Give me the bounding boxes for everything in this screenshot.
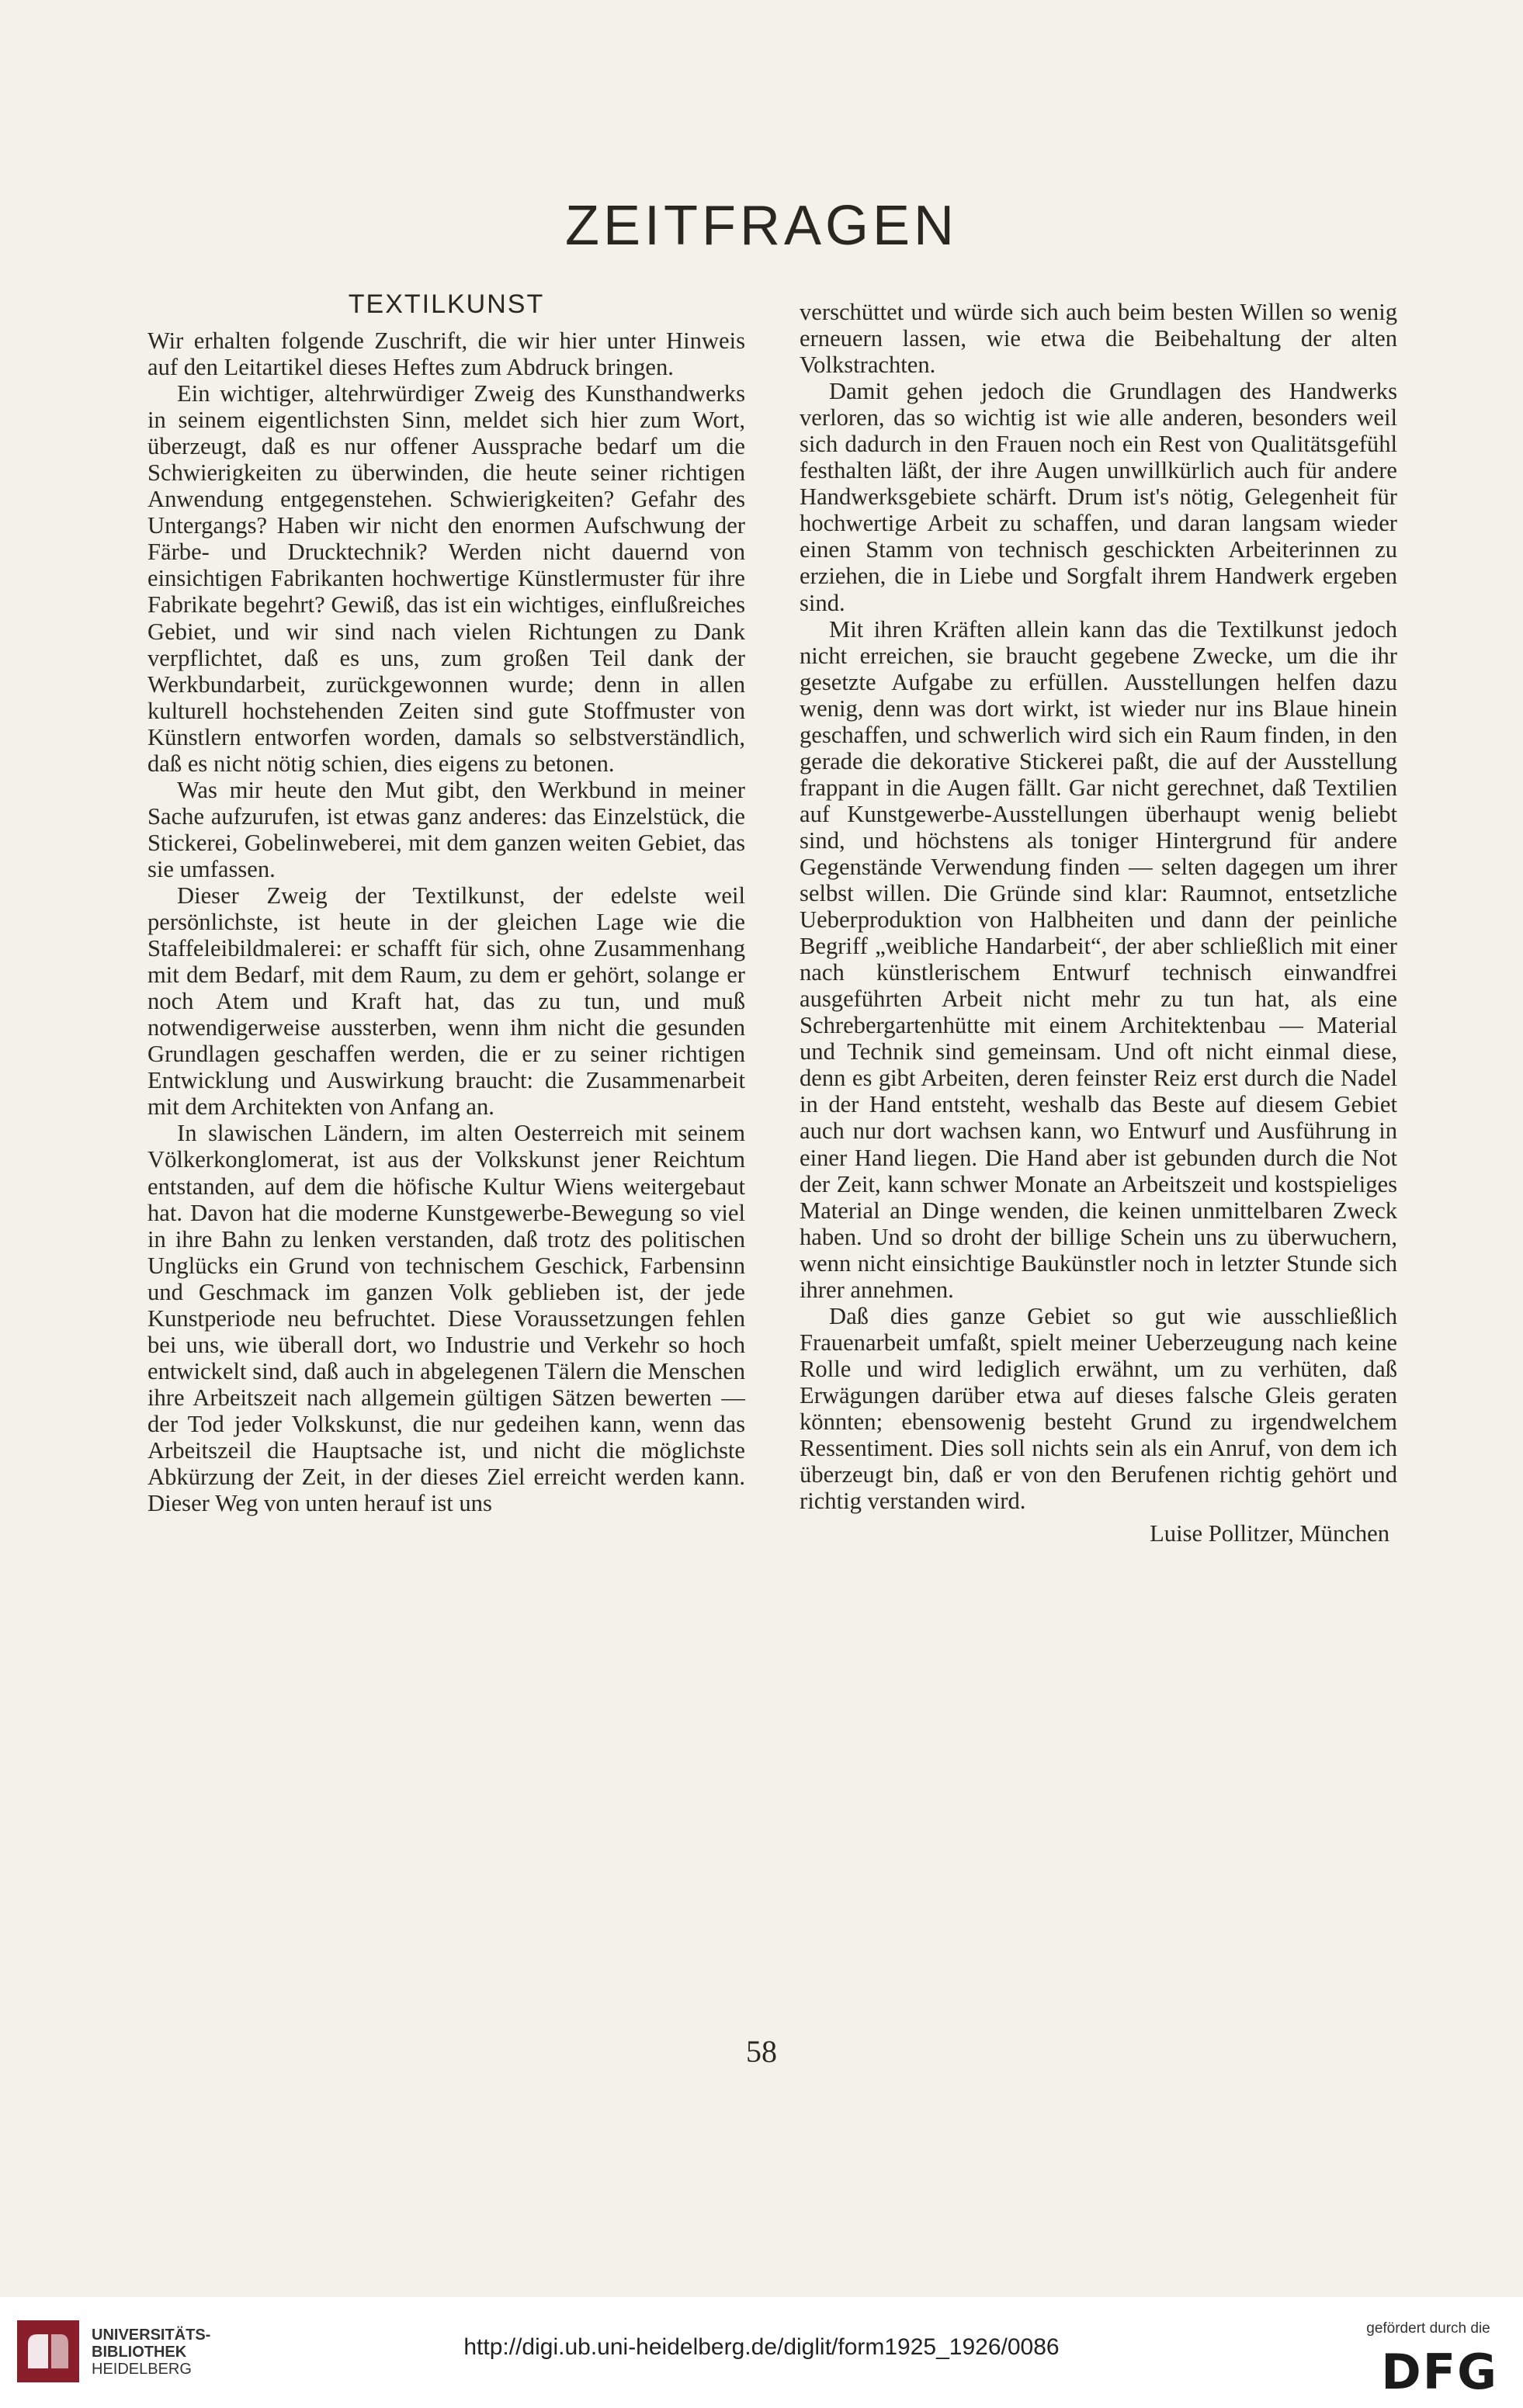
library-name-line: UNIVERSITÄTS- bbox=[92, 2327, 211, 2344]
article-column-left bbox=[147, 287, 745, 1516]
article-paragraph: Dieser Zweig der Textilkunst, der edelste weil persönlichste, ist heute in der gleichen Lage wie die Staffeleibildmalerei: er schafft für sich, ohne Zusammenhang mit dem Bedarf, mit dem Raum, zu dem er gehört, solange er noch Atem und Kraft hat, das zu tun, und muß notwendigerweise aussterben, wenn ihm nicht die gesunden Grundlagen geschaffen werden, die er zu seiner richtigen Entwicklung und Auswirkung braucht: die Zusammenarbeit mit dem Architekten von Anfang an. bbox=[147, 882, 745, 1121]
page-number: 58 bbox=[746, 2034, 777, 2069]
footer-bar bbox=[0, 2297, 1523, 2408]
article-paragraph: Wir erhalten folgende Zuschrift, die wir hier unter Hinweis auf den Leitartikel dieses Heftes zum Abdruck bringen. bbox=[147, 327, 745, 381]
article-paragraph: Was mir heute den Mut gibt, den Werkbund in meiner Sache aufzurufen, ist etwas ganz anderes: das Einzelstück, die Stickerei, Gobelinweberei, mit dem ganzen weiten Gebiet, das sie umfassen. bbox=[147, 776, 745, 882]
article-heading: TEXTILKUNST bbox=[348, 289, 545, 319]
article-paragraph: Damit gehen jedoch die Grundlagen des Handwerks verloren, das so wichtig ist wie alle anderen, besonders weil sich dadurch in den Frauen noch ein Rest von Qualitätsgefühl festhalten läßt, der ihre Augen unwillkürlich auch für andere Handwerksgebiete schärft. Drum ist's nötig, Gelegenheit für hochwertige Arbeit zu schaffen, und daran langsam wieder einen Stamm von technisch geschickten Arbeiterinnen zu erziehen, die in Liebe und Sorgfalt ihrem Handwerk ergeben sind. bbox=[800, 378, 1397, 616]
page-title: ZEITFRAGEN bbox=[564, 195, 958, 257]
library-name-line: HEIDELBERG bbox=[92, 2361, 192, 2378]
article-paragraph: Mit ihren Kräften allein kann das die Textilkunst jedoch nicht erreichen, sie braucht gegebene Zwecke, um die ihr gesetzte Aufgabe zu erfüllen. Ausstellungen helfen dazu wenig, denn was dort wirkt, ist wieder nur ins Blaue hinein geschaffen, und schwerlich wird sich ein Raum finden, in den gerade die dekorative Stickerei paßt, die auf der Ausstellung frappant in die Augen fällt. Gar nicht gerechnet, daß Textilien auf Kunstgewerbe-Ausstellungen überhaupt wenig beliebt sind, und höchstens als toniger Hintergrund für andere Gegenstände Verwendung finden — selten dagegen um ihrer selbst willen. Die Gründe sind klar: Raumnot, entsetzliche Ueberproduktion von Halbheiten und dann der peinliche Begriff „weibliche Handarbeit“, der aber schließlich mit einer nach künstlerischem Entwurf technisch einwandfrei ausgeführten Arbeit nicht mehr zu tun hat, als eine Schrebergartenhütte mit einem Architektenbau — Material und Technik sind gemeinsam. Und oft nicht einmal diese, denn es gibt Arbeiten, deren feinster Reiz erst durch die Nadel in der Hand entsteht, weshalb das Beste auf diesem Gebiet auch nur dort wachsen kann, wo Entwurf und Ausführung in einer Hand liegen. Die Hand aber ist gebunden durch die Not der Zeit, kann schwer Monate an Arbeitszeit und kostspieliges Material an Dinge wenden, die keinen unmittelbaren Zweck haben. Und so droht der billige Schein uns zu überwuchern, wenn nicht einsichtige Baukünstler noch in letzter Stunde sich ihrer annehmen. bbox=[800, 615, 1397, 1303]
article-paragraph: In slawischen Ländern, im alten Oesterreich mit seinem Völkerkonglomerat, ist aus der Volkskunst jener Reichtum entstanden, auf dem die höfische Kultur Wiens weitergebaut hat. Davon hat die moderne Kunstgewerbe-Bewegung so viel in ihre Bahn zu lenken verstanden, daß trotz des politischen Unglücks ein Grund von technischem Geschick, Farbensinn und Geschmack im ganzen Volk geblieben ist, der jede Kunstperiode neu befruchtet. Diese Voraussetzungen fehlen bei uns, wie überall dort, wo Industrie und Verkehr so hoch entwickelt sind, daß auch in abgelegenen Tälern die Menschen ihre Arbeitszeit nach allgemein gültigen Sätzen bewerten — der Tod jeder Volkskunst, die nur gedeihen kann, wenn das Arbeitszeil die Hauptsache ist, und nicht die möglichste Abkürzung der Zeit, in der dieses Ziel erreicht werden kann. Dieser Weg von unten herauf ist uns bbox=[147, 1120, 745, 1517]
library-name-line: BIBLIOTHEK bbox=[92, 2344, 187, 2361]
dfg-logo: DFG bbox=[1381, 2344, 1498, 2400]
article-signature: Luise Pollitzer, München bbox=[1150, 1520, 1389, 1547]
article-paragraph: verschüttet und würde sich auch beim besten Willen so wenig erneuern lassen, wie etwa die Beibehaltung der alten Volkstrachten. bbox=[800, 299, 1397, 379]
article-column-right bbox=[800, 299, 1397, 1547]
source-url-link[interactable]: http://digi.ub.uni-heidelberg.de/diglit/form1925_1926/0086 bbox=[463, 2334, 1060, 2360]
funding-note: gefördert durch die bbox=[1366, 2320, 1490, 2337]
article-paragraph: Daß dies ganze Gebiet so gut wie ausschließlich Frauenarbeit umfaßt, spielt meiner Ueberzeugung nach keine Rolle und wird lediglich erwähnt, um zu verhüten, daß Erwägungen darüber etwa auf dieses falsche Gleis geraten könnten; ebensowenig besteht Grund zu irgendwelchem Ressentiment. Dies soll nichts sein als ein Anruf, von dem ich überzeugt bin, daß er von den Berufenen richtig gehört und richtig verstanden wird. bbox=[800, 1302, 1397, 1515]
article-paragraph: Ein wichtiger, altehrwürdiger Zweig des Kunsthandwerks in seinem eigentlichsten Sinn, meldet sich hier zum Wort, überzeugt, daß es nur offener Aussprache bedarf um die Schwierigkeiten zu überwinden, die heute seiner richtigen Anwendung entgegenstehen. Schwierigkeiten? Gefahr des Untergangs? Haben wir nicht den enormen Aufschwung der Färbe- und Drucktechnik? Werden nicht dauernd von einsichtigen Fabrikanten hochwertige Künstlermuster für ihre Fabrikate begehrt? Gewiß, das ist ein wichtiges, einflußreiches Gebiet, und wir sind nach vielen Richtungen zu Dank verpflichtet, daß es uns, zum großen Teil dank der Werkbundarbeit, zurückgewonnen wurde; denn in allen kulturell hochstehenden Zeiten sind gute Stoffmuster von Künstlern entworfen worden, damals so selbstverständlich, daß es nicht nötig schien, dies eigens zu betonen. bbox=[147, 380, 745, 777]
